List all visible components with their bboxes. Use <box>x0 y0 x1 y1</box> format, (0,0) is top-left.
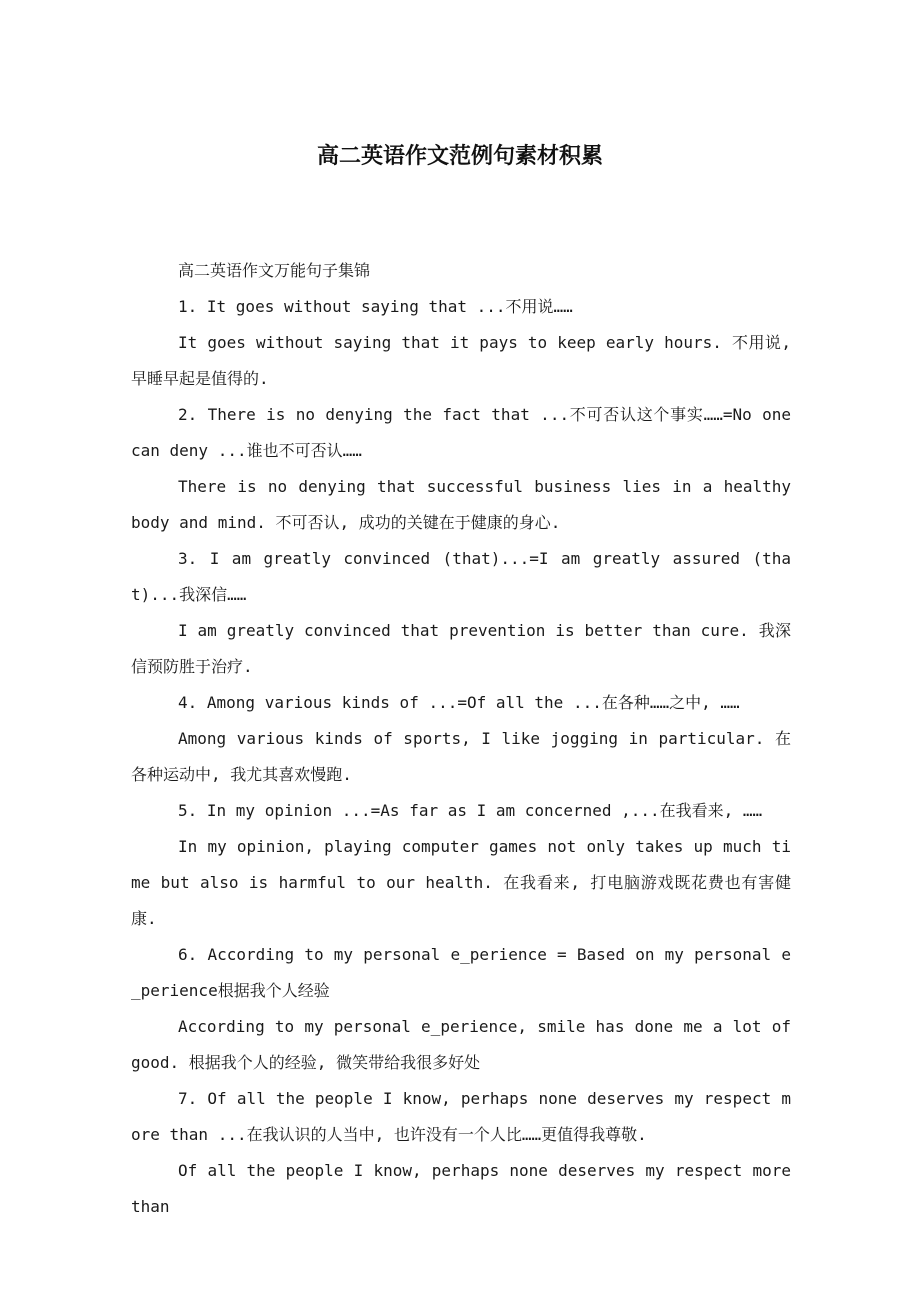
phrase-item-5: 5. In my opinion ...=As far as I am concerned ,...在我看来, …… <box>178 801 763 820</box>
phrase-item-4: 4. Among various kinds of ...=Of all the ...在各种……之中, …… <box>178 693 740 712</box>
section-heading: 高二英语作文万能句子集锦 <box>178 261 371 280</box>
phrase-item-3: 3. I am greatly convinced (that)...=I am greatly assured (that)...我深信…… <box>131 549 791 604</box>
example-sentence-7: Of all the people I know, perhaps none deserves my respect more than <box>131 1161 791 1216</box>
example-sentence-2: There is no denying that successful business lies in a healthy body and mind. 不可否认, 成功的关键在于健康的身心. <box>131 477 791 532</box>
document-title: 高二英语作文范例句素材积累 <box>316 143 603 169</box>
example-sentence-6: According to my personal e_perience, smile has done me a lot of good. 根据我个人的经验, 微笑带给我很多好处 <box>131 1017 791 1072</box>
document-body <box>131 253 791 1225</box>
phrase-item-7: 7. Of all the people I know, perhaps none deserves my respect more than ...在我认识的人当中, 也许没有一个人比……更值得我尊敬. <box>131 1089 791 1144</box>
phrase-item-2: 2. There is no denying the fact that ...不可否认这个事实……=No one can deny ...谁也不可否认…… <box>131 405 791 460</box>
example-sentence-5: In my opinion, playing computer games not only takes up much time but also is harmful to our health. 在我看来, 打电脑游戏既花费也有害健康. <box>131 837 791 928</box>
example-sentence-3: I am greatly convinced that prevention is better than cure. 我深信预防胜于治疗. <box>131 621 791 676</box>
phrase-item-6: 6. According to my personal e_perience = Based on my personal e_perience根据我个人经验 <box>131 945 791 1000</box>
example-sentence-1: It goes without saying that it pays to keep early hours. 不用说, 早睡早起是值得的. <box>131 333 791 388</box>
example-sentence-4: Among various kinds of sports, I like jogging in particular. 在各种运动中, 我尤其喜欢慢跑. <box>131 729 791 784</box>
phrase-item-1: 1. It goes without saying that ...不用说…… <box>178 297 573 316</box>
